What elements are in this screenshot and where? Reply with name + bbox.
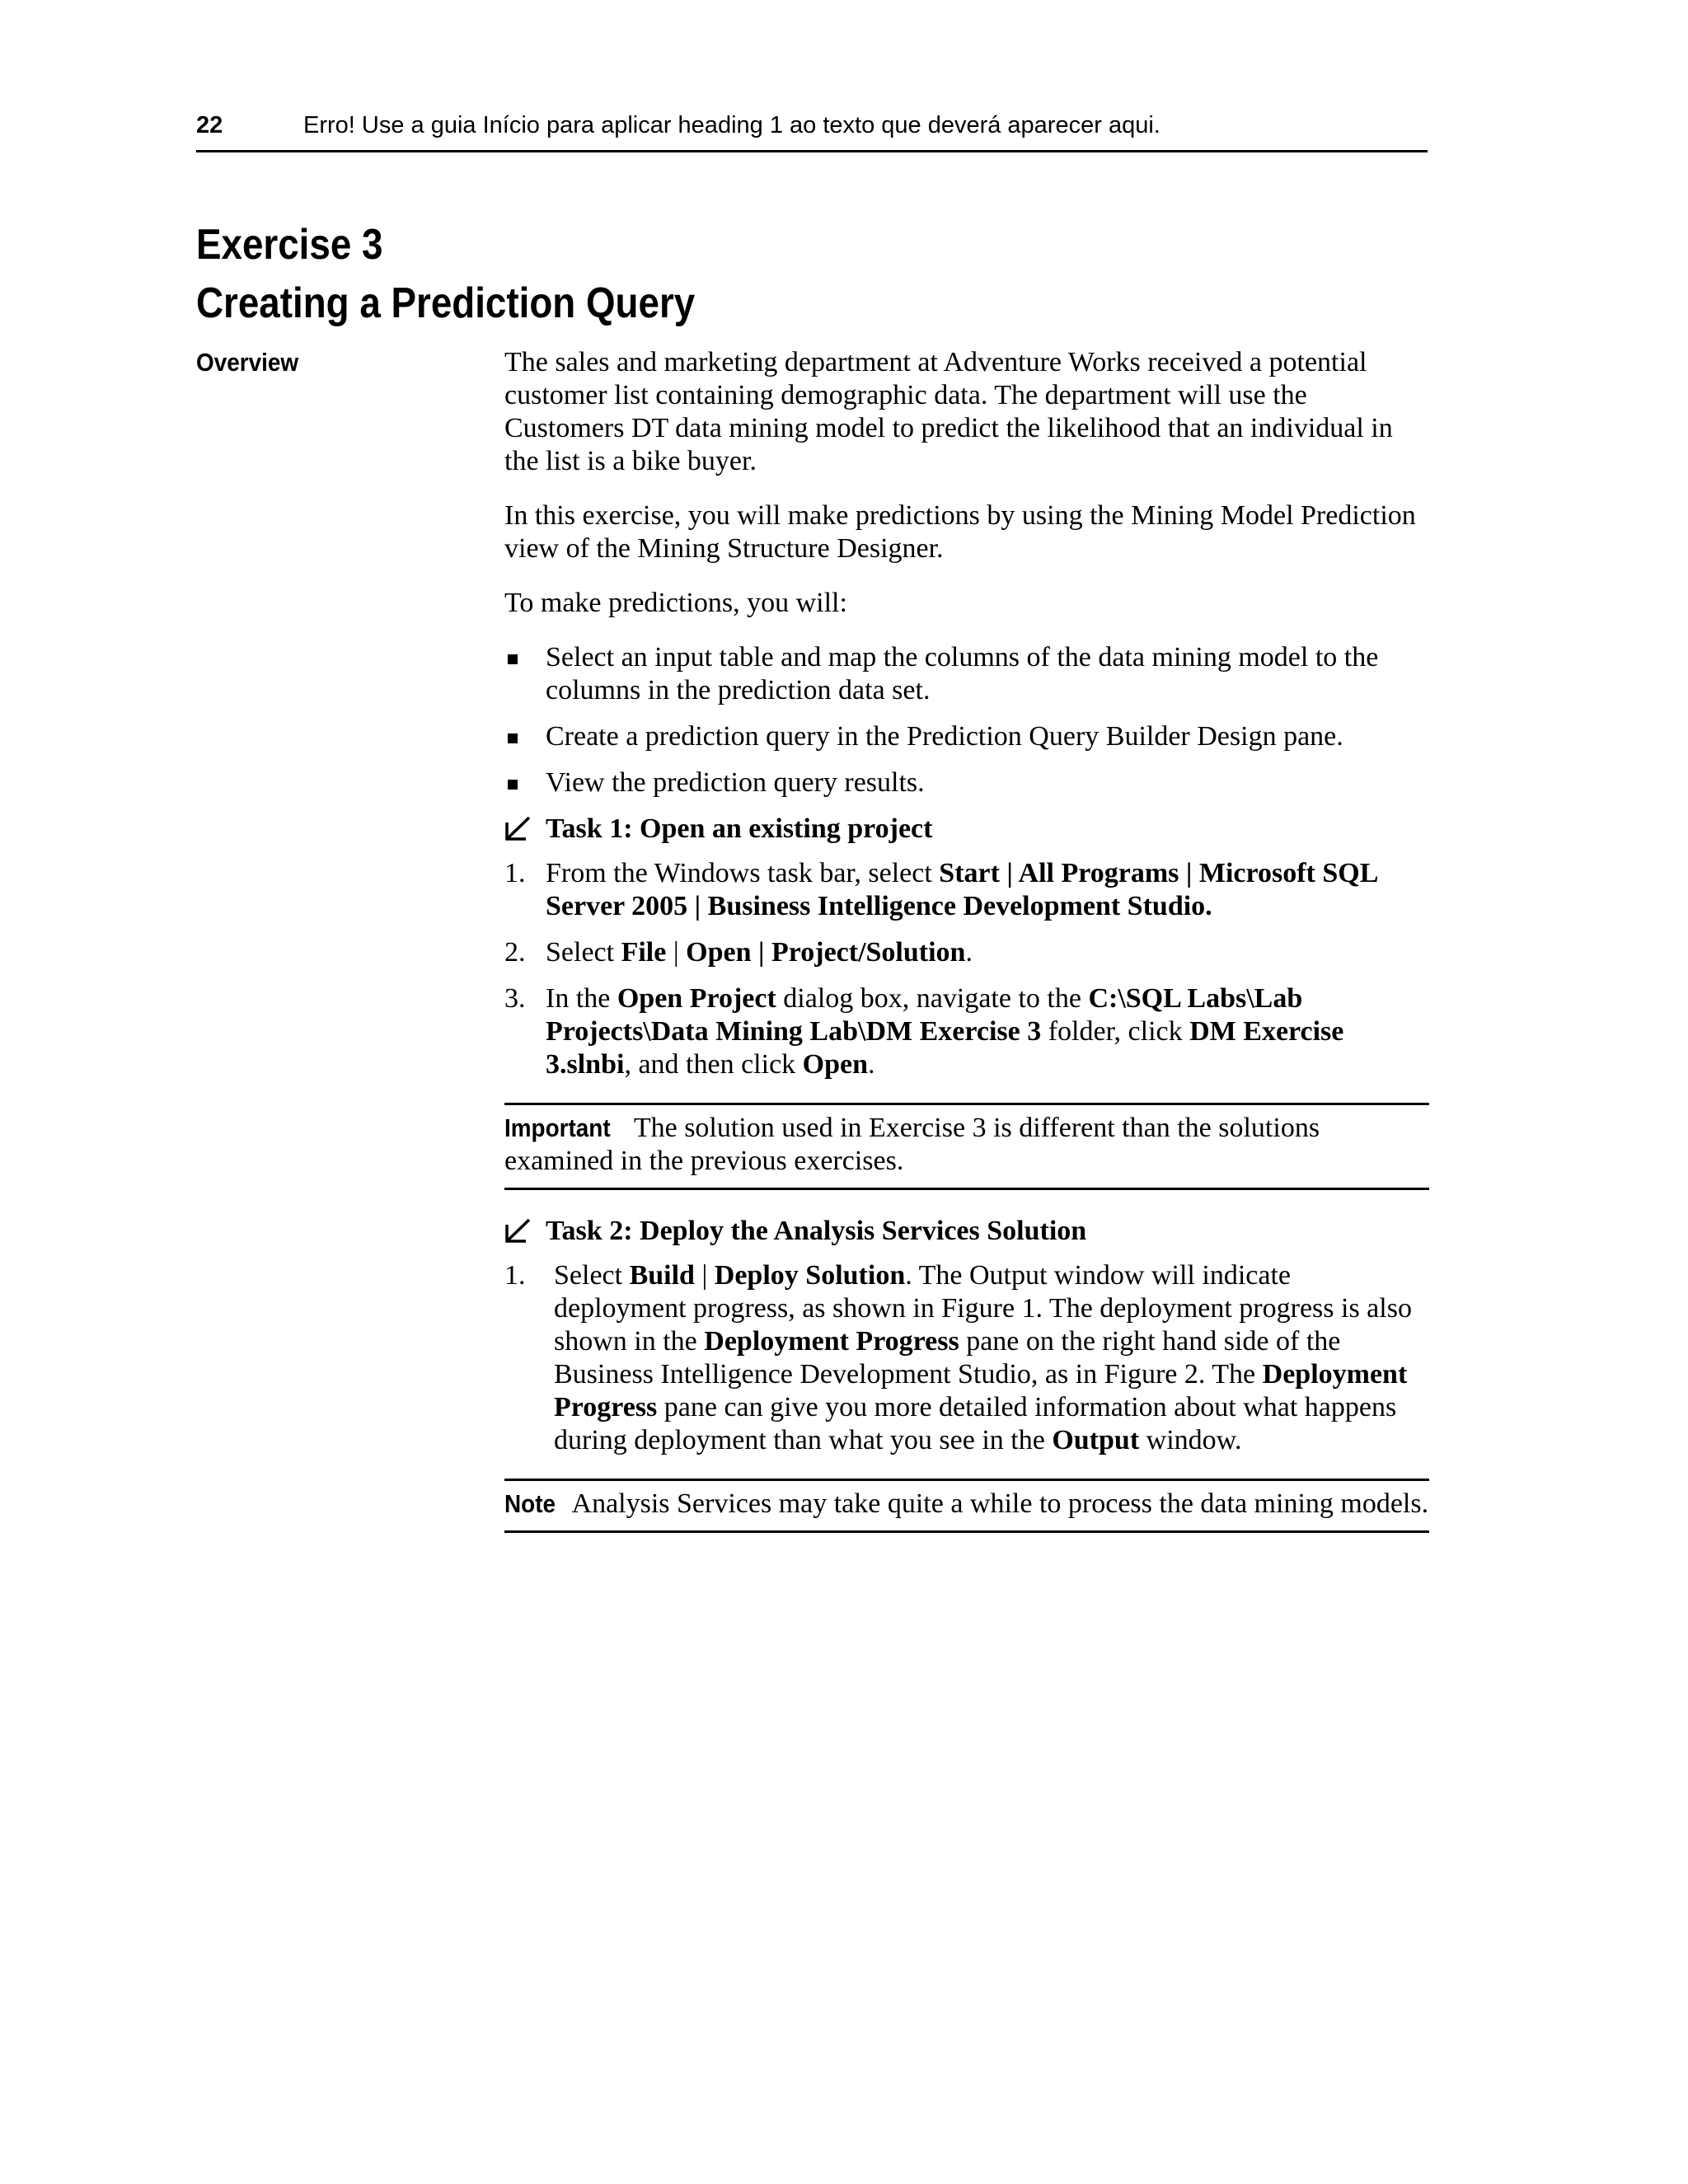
step-number: 1. [504,858,526,888]
text-run: , and then click [624,1049,803,1080]
bold-run: C:\SQL Labs\Lab Projects\Data Mining Lab\DM Exercise 3 [546,983,1303,1047]
task1-heading [504,813,1429,846]
bullet-list [504,641,1429,799]
checkbox-arrow-icon [504,1216,534,1246]
step-item [504,857,1429,923]
text-run: dialog box, navigate to the [776,983,1089,1014]
running-header [196,109,1428,152]
bold-run: Start | All Programs | Microsoft SQL Server 2005 | Business Intelligence Development Studio. [546,858,1377,921]
overview-paragraph: To make predictions, you will: [504,588,847,618]
list-item [504,720,1429,753]
text-run: pane on the right hand side of the Business Intelligence Development Studio, as in Figure 2. The [554,1326,1341,1390]
overview-paragraph: In this exercise, you will make predictions by using the Mining Model Prediction view of the Mining Structure Designer. [504,500,1416,564]
step-item [504,1259,1429,1457]
text-run: In the [546,983,617,1014]
bold-run: Open [802,1049,869,1080]
step-text [546,937,973,968]
running-head-text: Erro! Use a guia Início para aplicar heading 1 ao texto que deverá aparecer aqui. [303,112,1160,138]
important-text: The solution used in Exercise 3 is different than the solutions examined in the previous exercises. [504,1113,1320,1176]
bold-run: File [621,937,667,968]
bullet-text: Create a prediction query in the Prediction Query Builder Design pane. [546,721,1343,752]
task1-title: Task 1: Open an existing project [546,813,933,844]
important-label: Important [504,1113,611,1142]
list-item [504,641,1429,707]
checkbox-arrow-icon [504,814,534,844]
step-number: 1. [504,1260,526,1291]
overview-paragraph: The sales and marketing department at Adventure Works received a potential customer list containing demographic data. The department will use the Customers DT data mining model to predict the likelihood that an individual in the list is a bike buyer. [504,347,1393,476]
bold-run: Deploy Solution [714,1260,906,1291]
task2-steps [504,1259,1429,1457]
square-bullet-icon [508,654,518,664]
square-bullet-icon [508,780,518,790]
bold-run: Open | Project/Solution [686,937,966,968]
task1-steps [504,857,1429,1081]
bold-run: DM Exercise 3.slnbi [546,1016,1344,1080]
bold-run: Output [1052,1425,1140,1455]
overview-label: Overview [196,348,299,377]
step-text [546,858,1377,921]
step-number: 3. [504,983,526,1014]
task2-title: Task 2: Deploy the Analysis Services Solution [546,1216,1087,1246]
text-run: | [666,937,687,968]
text-run: Select [554,1260,630,1291]
text-run: Select [546,937,621,968]
step-item [504,936,1429,969]
step-item [504,982,1429,1081]
exercise-title: Exercise 3 [196,221,383,269]
text-run: window. [1139,1425,1242,1455]
step-text [546,983,1343,1080]
text-run: | [694,1260,715,1291]
list-item [504,766,1429,799]
square-bullet-icon [508,733,518,743]
note-callout [504,1479,1429,1533]
bold-run: Build [629,1260,695,1291]
note-text: Analysis Services may take quite a while to process the data mining models. [571,1488,1429,1519]
text-run: folder, click [1041,1016,1190,1047]
text-run: . [868,1049,875,1080]
body-column [504,346,1429,1558]
bullet-text: View the prediction query results. [546,767,925,798]
exercise-subtitle: Creating a Prediction Query [196,279,696,327]
bold-run: Open Project [617,983,776,1014]
bold-run: Deployment Progress [704,1326,959,1357]
text-run: From the Windows task bar, select [546,858,940,888]
page-number: 22 [196,112,223,138]
step-text [554,1260,1412,1455]
text-run: . The Output window will indicate deployment progress, as shown in Figure 1. The deployment progress is also shown in the [554,1260,1412,1357]
task2-heading [504,1215,1429,1248]
step-number: 2. [504,937,526,968]
note-label: Note [504,1489,556,1518]
text-run: . [965,937,973,968]
important-callout [504,1103,1429,1190]
text-run: pane can give you more detailed information about what happens during deployment than what you see in the [554,1392,1397,1455]
bold-run: Deployment Progress [554,1359,1408,1422]
bullet-text: Select an input table and map the columns of the data mining model to the columns in the prediction data set. [546,642,1379,705]
